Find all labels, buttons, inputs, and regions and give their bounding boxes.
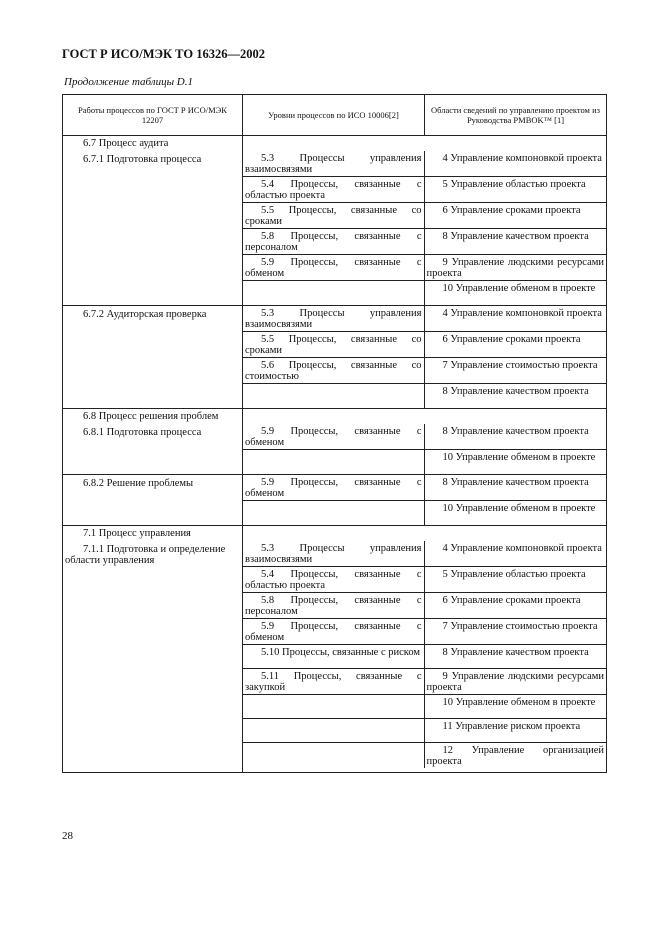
- pmbok-area-cell: 8 Управление качеством проекта: [425, 645, 607, 669]
- group-row: [63, 541, 607, 768]
- pmbok-area-cell: 8 Управление качеством проекта: [425, 424, 607, 450]
- iso10006-level-cell: 5.6 Процессы, связанные со стоимостью: [243, 358, 425, 384]
- iso10006-level-cell: 5.10 Процессы, связанные с риском: [243, 645, 425, 669]
- pmbok-area-cell: 5 Управление областью проекта: [425, 567, 607, 593]
- iso10006-level-cell: 5.11 Процессы, связанные с закупкой: [243, 669, 425, 695]
- pmbok-area-cell: 6 Управление сроками проекта: [425, 203, 607, 229]
- iso10006-level-cell: 5.4 Процессы, связанные с областью проекта: [243, 177, 425, 203]
- pmbok-area-cell: 8 Управление качеством проекта: [442, 386, 589, 397]
- pmbok-area-cell: 11 Управление риском проекта: [425, 719, 607, 743]
- table-continuation-caption: Продолжение таблицы D.1: [64, 76, 193, 88]
- group-row: [63, 424, 607, 475]
- column-header-pmbok-areas: Области сведений по управлению проектом из Руководства PMBOK™ [1]: [425, 95, 607, 136]
- pmbok-area-cell: 4 Управление компоновкой проекта: [425, 306, 607, 332]
- pmbok-area-cell: 6 Управление сроками проекта: [425, 332, 607, 358]
- activity-label: 6.7.2 Аудиторская проверка: [83, 309, 207, 320]
- group-row: [63, 151, 607, 306]
- pmbok-area-cell: 10 Управление обменом в проекте: [442, 452, 596, 463]
- pmbok-area-cell: 10 Управление обменом в проекте: [442, 283, 596, 294]
- section-heading: 6.8 Процесс решения проблем: [83, 411, 219, 422]
- pmbok-area-cell: 4 Управление компоновкой проекта: [425, 541, 607, 567]
- iso10006-level-cell: [243, 695, 425, 719]
- iso10006-level-cell: 5.5 Процессы, связанные со сроками: [243, 332, 425, 358]
- group-row: [63, 475, 607, 526]
- iso10006-level-cell: 5.9 Процессы, связанные с обменом: [243, 424, 425, 450]
- pmbok-area-cell: 9 Управление людскими ресурсами проекта: [426, 257, 604, 279]
- iso10006-level-cell: 5.4 Процессы, связанные с областью проекта: [243, 567, 425, 593]
- iso10006-level-cell: 5.3 Процессы управления взаимосвязями: [243, 306, 425, 332]
- iso10006-level-cell: 5.9 Процессы, связанные с обменом: [243, 619, 425, 645]
- pmbok-area-cell: 8 Управление качеством проекта: [425, 475, 607, 501]
- iso10006-level-cell: [243, 743, 425, 768]
- iso10006-level-cell: [243, 384, 425, 408]
- pmbok-area-cell: 7 Управление стоимостью проекта: [425, 619, 607, 645]
- pmbok-area-cell: 8 Управление качеством проекта: [425, 229, 607, 255]
- iso10006-level-cell: 5.9 Процессы, связанные с обменом: [243, 255, 425, 281]
- iso10006-level-cell: [243, 719, 425, 743]
- iso10006-level-cell: 5.8 Процессы, связанные с персоналом: [243, 229, 425, 255]
- iso10006-level-cell: 5.5 Процессы, связанные со сроками: [243, 203, 425, 229]
- iso10006-level-cell: 5.3 Процессы управления взаимосвязями: [243, 541, 425, 567]
- group-row: [63, 306, 607, 409]
- process-mapping-table: [62, 94, 607, 773]
- iso10006-level-cell: 5.9 Процессы, связанные с обменом: [243, 475, 425, 501]
- pmbok-area-cell: 9 Управление людскими ресурсами проекта: [426, 671, 604, 693]
- activity-label: 7.1.1 Подготовка и определение области управления: [65, 544, 226, 566]
- column-header-levels: Уровни процессов по ИСО 10006[2]: [243, 95, 425, 136]
- section-heading: 7.1 Процесс управления: [83, 528, 191, 539]
- page-header: ГОСТ Р ИСО/МЭК ТО 16326—2002: [62, 47, 265, 61]
- iso10006-level-cell: [243, 281, 425, 305]
- iso10006-level-cell: 5.8 Процессы, связанные с персоналом: [243, 593, 425, 619]
- activity-label: 6.8.2 Решение проблемы: [83, 478, 194, 489]
- pmbok-area-cell: 6 Управление сроками проекта: [425, 593, 607, 619]
- activity-label: 6.8.1 Подготовка процесса: [83, 427, 202, 438]
- pmbok-area-cell: 10 Управление обменом в проекте: [442, 503, 596, 514]
- iso10006-level-cell: [243, 450, 425, 474]
- section-row: [63, 526, 607, 542]
- page-number: 28: [62, 830, 73, 842]
- section-row: [63, 409, 607, 425]
- pmbok-area-cell: 10 Управление обменом в проекте: [425, 695, 607, 719]
- pmbok-area-cell: 5 Управление областью проекта: [425, 177, 607, 203]
- column-header-processes: Работы процессов по ГОСТ Р ИСО/МЭК 12207: [63, 95, 243, 136]
- section-heading: 6.7 Процесс аудита: [83, 138, 169, 149]
- section-row: [63, 136, 607, 152]
- iso10006-level-cell: [243, 501, 425, 525]
- pmbok-area-cell: 7 Управление стоимостью проекта: [425, 358, 607, 384]
- iso10006-level-cell: 5.3 Процессы управления взаимосвязями: [243, 151, 425, 177]
- pmbok-area-cell: 12 Управление организацией проекта: [426, 745, 604, 767]
- activity-label: 6.7.1 Подготовка процесса: [83, 154, 202, 165]
- pmbok-area-cell: 4 Управление компоновкой проекта: [425, 151, 607, 177]
